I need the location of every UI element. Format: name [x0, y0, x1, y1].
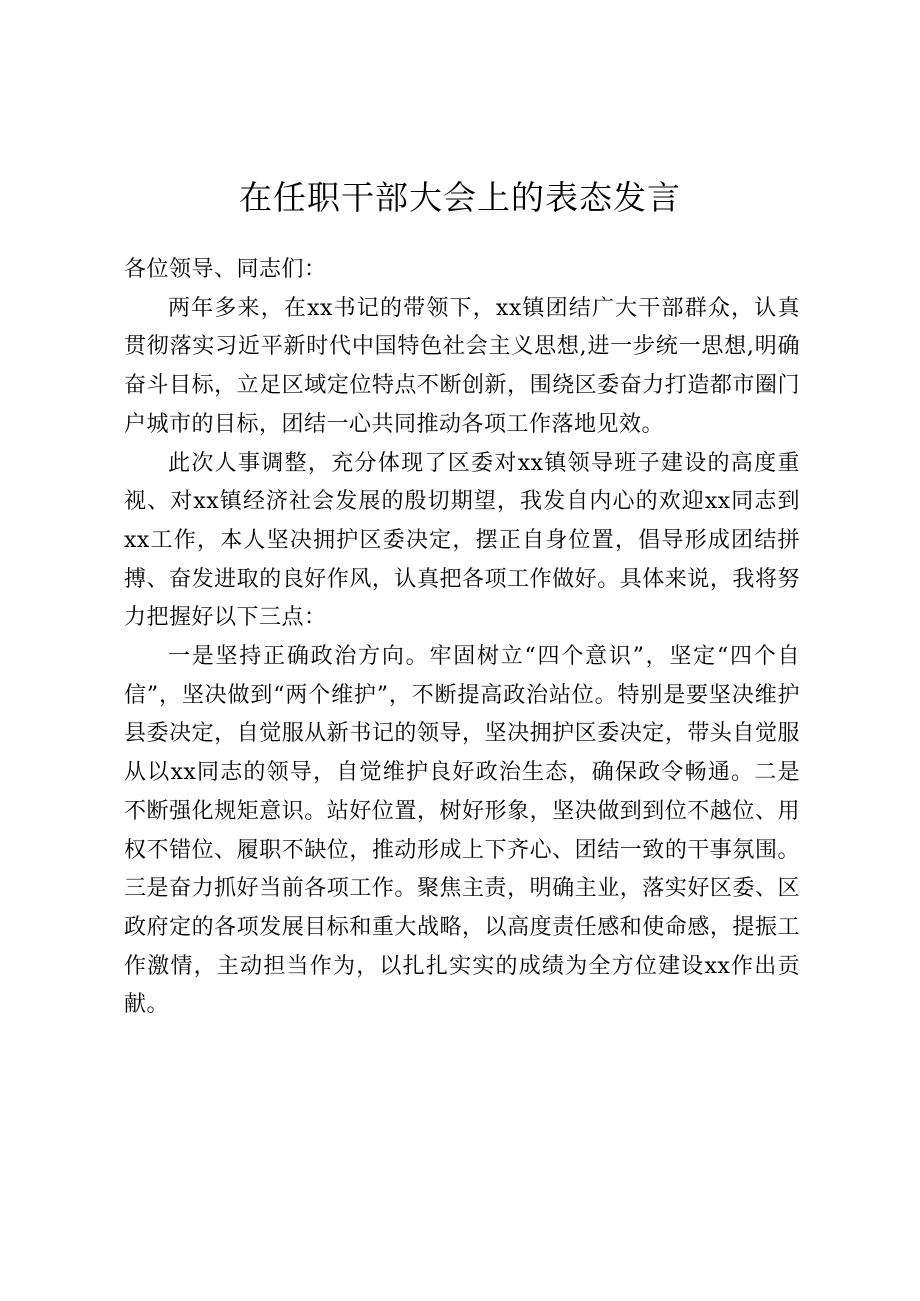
paragraph-review: 两年多来，在xx书记的带领下，xx镇团结广大干部群众，认真贯彻落实习近平新时代中国特色社会主义思想,进一步统一思想,明确奋斗目标，立足区域定位特点不断创新，围绕区委奋力打造都市圈门户城市的目标，团结一心共同推动各项工作落地见效。 — [124, 295, 800, 437]
document-body — [124, 251, 800, 1025]
paragraph-personnel-adjustment: 此次人事调整，充分体现了区委对xx镇领导班子建设的高度重视、对xx镇经济社会发展的殷切期望，我发自内心的欢迎xx同志到xx工作，本人坚决拥护区委决定，摆正自身位置，倡导形成团结拼搏、奋发进取的良好作风，认真把各项工作做好。具体来说，我将努力把握好以下三点： — [124, 450, 800, 631]
paragraph-three-points: 一是坚持正确政治方向。牢固树立“四个意识”，坚定“四个自信”，坚决做到“两个维护”，不断提高政治站位。特别是要坚决维护县委决定，自觉服从新书记的领导，坚决拥护区委决定，带头自觉服从以xx同志的领导，自觉维护良好政治生态，确保政令畅通。二是不断强化规矩意识。站好位置，树好形象，坚决做到到位不越位、用权不错位、履职不缺位，推动形成上下齐心、团结一致的干事氛围。三是奋力抓好当前各项工作。聚焦主责，明确主业，落实好区委、区政府定的各项发展目标和重大战略，以高度责任感和使命感，提振工作激情，主动担当作为，以扎扎实实的成绩为全方位建设xx作出贡献。 — [124, 644, 800, 1018]
salutation: 各位领导、同志们： — [124, 257, 327, 282]
document-title: 在任职干部大会上的表态发言 — [239, 178, 681, 217]
